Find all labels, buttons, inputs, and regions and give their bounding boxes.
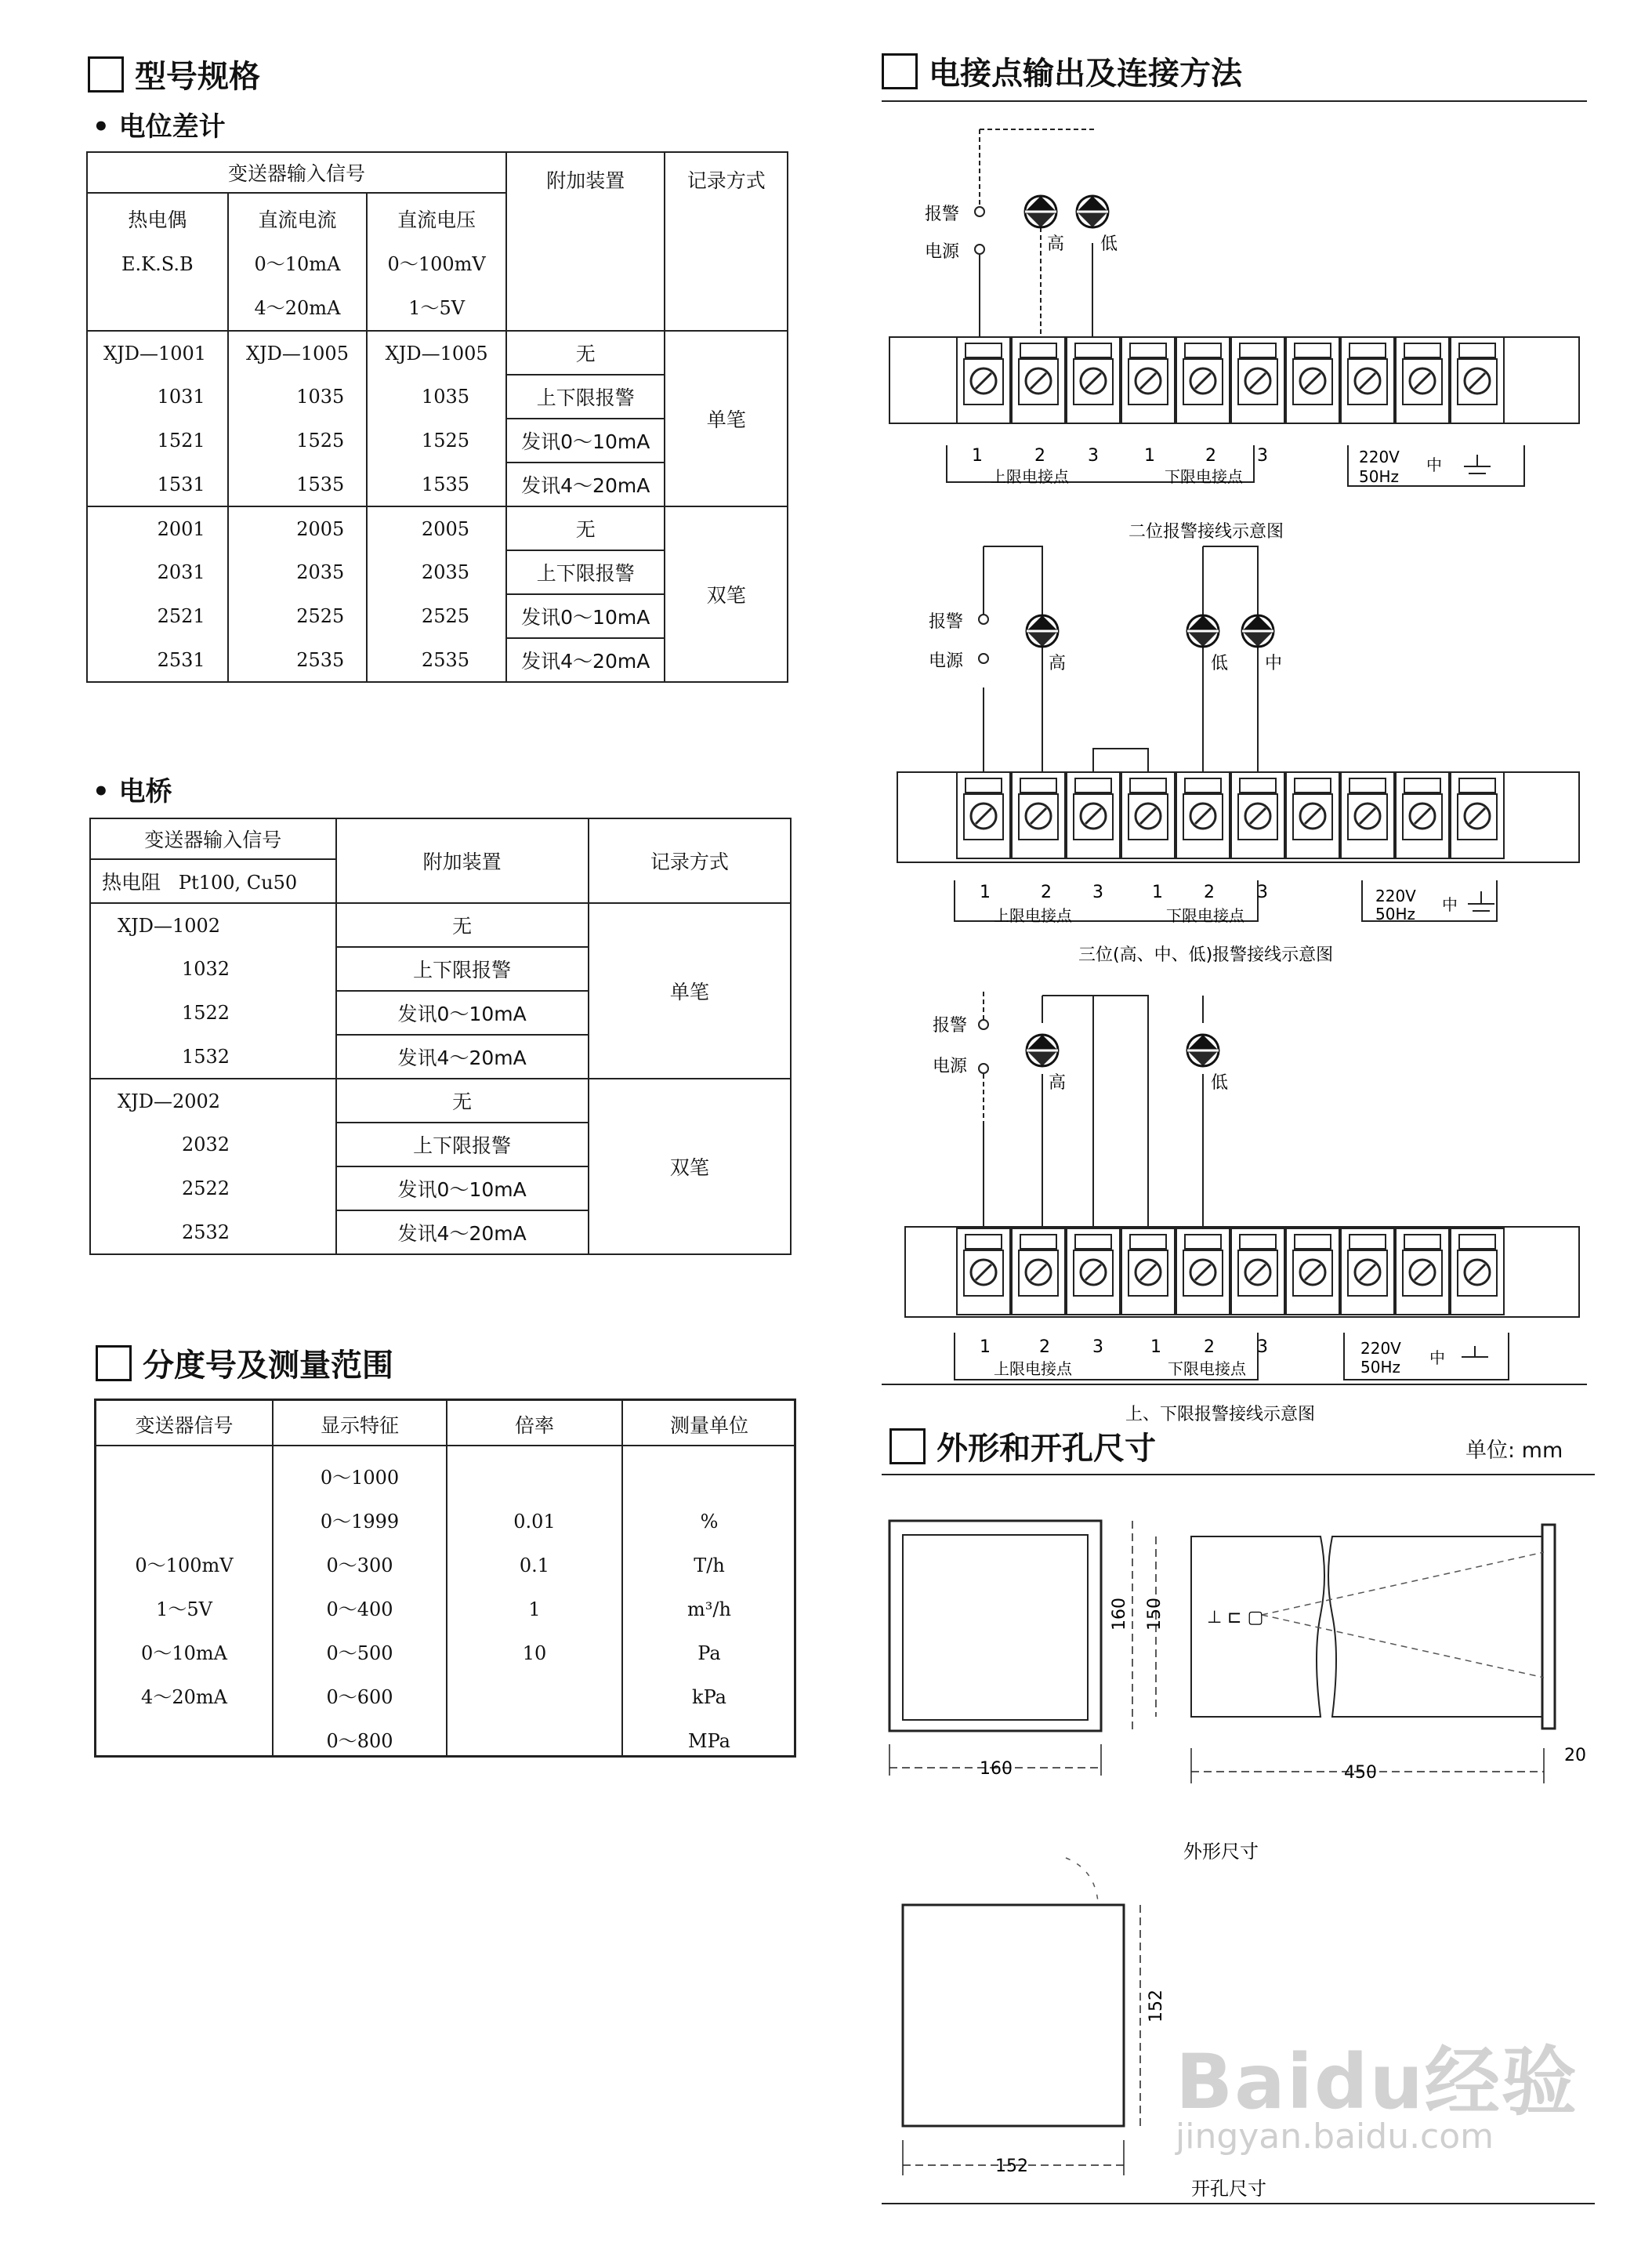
table-cell: 2032 xyxy=(90,1123,336,1166)
lamp-high-icon xyxy=(1027,615,1058,647)
thermocouple-cell: 热电偶 E.K.S.B xyxy=(87,193,228,331)
table-cell: 2532 xyxy=(90,1210,336,1254)
svg-text:1: 1 xyxy=(1152,883,1163,902)
table-cell: 1031 xyxy=(87,375,228,419)
table-cell: 发讯4～20mA xyxy=(506,463,665,506)
svg-text:3: 3 xyxy=(1257,1337,1268,1357)
front-view xyxy=(889,1521,1101,1779)
list-item: 0.01 xyxy=(513,1511,556,1533)
list-item: 0～800 xyxy=(326,1730,393,1752)
section-checkbox-icon xyxy=(88,56,124,93)
range-table xyxy=(94,1399,796,1758)
svg-text:2: 2 xyxy=(1041,883,1052,902)
cutout-caption: 开孔尺寸 xyxy=(1191,2178,1266,2200)
list-item: 1～5V xyxy=(156,1598,212,1620)
dc-voltage-cell: 直流电压 0～100mV 1～5V xyxy=(367,193,506,331)
outline-caption: 外形尺寸 xyxy=(1183,1841,1259,1863)
table-cell: 1521 xyxy=(87,419,228,463)
header-accessory: 附加装置 xyxy=(506,152,665,331)
svg-text:3: 3 xyxy=(1257,883,1268,902)
svg-text:低: 低 xyxy=(1211,654,1229,673)
svg-text:1: 1 xyxy=(980,1337,991,1357)
watermark-url: jingyan.baidu.com xyxy=(1176,2117,1494,2157)
table-cell: 1535 xyxy=(367,463,506,506)
record-mode-dual: 双笔 xyxy=(665,506,788,682)
svg-text:2: 2 xyxy=(1039,1337,1050,1357)
table-cell: 2535 xyxy=(228,638,368,682)
divider xyxy=(882,2203,1595,2204)
two-level-diagram xyxy=(889,129,1579,542)
dim-width-160: 160 xyxy=(980,1759,1013,1779)
svg-text:电源: 电源 xyxy=(929,651,964,671)
svg-text:220V: 220V xyxy=(1359,448,1400,466)
svg-text:上限电接点: 上限电接点 xyxy=(991,467,1069,486)
side-view xyxy=(1110,1521,1586,1863)
table-cell: 发讯4～20mA xyxy=(336,1035,589,1079)
table-cell: 1535 xyxy=(228,463,368,506)
list-item: 0～1000 xyxy=(320,1467,400,1489)
table-cell: XJD—1005 xyxy=(228,331,368,375)
table-cell: XJD—1001 xyxy=(87,331,228,375)
header-accessory: 附加装置 xyxy=(336,818,589,903)
svg-text:1: 1 xyxy=(1144,446,1155,466)
svg-text:50Hz: 50Hz xyxy=(1360,1358,1400,1377)
table-cell: 上下限报警 xyxy=(336,947,589,991)
table-cell: 2005 xyxy=(228,506,368,550)
table-cell: 1035 xyxy=(228,375,368,419)
section-checkbox-icon xyxy=(889,1428,926,1464)
svg-text:3: 3 xyxy=(1257,446,1268,466)
table-cell: 1035 xyxy=(367,375,506,419)
table-cell: 2521 xyxy=(87,594,228,638)
svg-text:中: 中 xyxy=(1442,895,1458,914)
svg-text:中: 中 xyxy=(1429,1348,1445,1367)
svg-text:上限电接点: 上限电接点 xyxy=(994,1359,1072,1378)
table-cell: 无 xyxy=(336,903,589,947)
svg-text:高: 高 xyxy=(1049,1073,1067,1093)
unit-label: 单位: mm xyxy=(1465,1438,1563,1463)
svg-text:3: 3 xyxy=(1088,446,1099,466)
table-cell: 1531 xyxy=(87,463,228,506)
range-section-title: 分度号及测量范围 xyxy=(96,1340,393,1385)
list-item: Pa xyxy=(697,1642,721,1664)
terminal-strip-2 xyxy=(957,772,1504,858)
low-label: 低 xyxy=(1100,234,1118,254)
table-cell: 1525 xyxy=(228,419,368,463)
table-cell: 无 xyxy=(506,331,665,375)
bridge-heading: • 电桥 xyxy=(92,776,172,807)
list-item: 0～400 xyxy=(326,1598,393,1620)
table-cell: 2531 xyxy=(87,638,228,682)
table-cell: 2535 xyxy=(367,638,506,682)
header-input-signal: 变送器输入信号 xyxy=(90,818,336,859)
table-cell: 发讯4～20mA xyxy=(336,1210,589,1254)
svg-text:50Hz: 50Hz xyxy=(1375,905,1415,923)
table-cell: 2525 xyxy=(228,594,368,638)
table-cell: 发讯0～10mA xyxy=(506,419,665,463)
svg-text:下限电接点: 下限电接点 xyxy=(1166,906,1244,925)
record-mode-single: 单笔 xyxy=(589,903,791,1079)
table-cell: 无 xyxy=(336,1079,589,1123)
header-display: 显示特征 xyxy=(320,1414,399,1437)
model-spec-title: 型号规格 xyxy=(88,52,260,96)
three-level-caption: 三位(高、中、低)报警接线示意图 xyxy=(1078,945,1334,965)
list-item: m³/h xyxy=(687,1598,731,1620)
svg-text:高: 高 xyxy=(1049,654,1067,673)
lamp-mid-icon xyxy=(1242,615,1273,647)
svg-text:1: 1 xyxy=(1150,1337,1161,1357)
power-label: 电源 xyxy=(925,242,960,262)
table-cell: 无 xyxy=(506,506,665,550)
lamp-low-icon xyxy=(1187,1035,1219,1066)
connector-icon: ⊥ ⊏ ▢ xyxy=(1207,1608,1264,1627)
svg-text:上限电接点: 上限电接点 xyxy=(994,906,1072,925)
display-list xyxy=(274,1456,446,1763)
divider xyxy=(882,1474,1595,1475)
table-cell: XJD—1002 xyxy=(90,903,336,947)
dim-cutout-152w: 152 xyxy=(995,2157,1028,2176)
svg-text:220V: 220V xyxy=(1360,1339,1401,1358)
section-checkbox-icon xyxy=(882,53,918,89)
upper-lower-caption: 上、下限报警接线示意图 xyxy=(1125,1405,1316,1424)
lamp-high-icon xyxy=(1027,1035,1058,1066)
lamp-high-icon xyxy=(1025,196,1056,227)
svg-text:2: 2 xyxy=(1204,883,1215,902)
svg-text:报警: 报警 xyxy=(933,1016,968,1036)
list-item: 0～500 xyxy=(326,1642,393,1664)
table-cell: 1522 xyxy=(90,991,336,1035)
table-cell: 1532 xyxy=(90,1035,336,1079)
table-cell: 发讯0～10mA xyxy=(336,991,589,1035)
list-item: 0～10mA xyxy=(141,1642,227,1664)
list-item: 1 xyxy=(528,1598,541,1620)
wiring-diagrams xyxy=(893,110,1599,1424)
list-item: 4～20mA xyxy=(141,1686,227,1708)
dim-height-160: 160 xyxy=(1110,1598,1129,1631)
lamp-low-icon xyxy=(1077,196,1108,227)
three-level-diagram xyxy=(897,546,1579,965)
list-item: 0～100mV xyxy=(135,1555,234,1576)
table-cell: 上下限报警 xyxy=(506,375,665,419)
record-mode-dual: 双笔 xyxy=(589,1079,791,1254)
table-cell: 2001 xyxy=(87,506,228,550)
header-record-mode: 记录方式 xyxy=(589,818,791,903)
table-cell: 2035 xyxy=(367,550,506,594)
high-label: 高 xyxy=(1047,234,1065,254)
header-signal: 变送器信号 xyxy=(135,1414,234,1437)
lamp-low-icon xyxy=(1187,615,1219,647)
dc-current-cell: 直流电流 0～10mA 4～20mA xyxy=(228,193,368,331)
table-cell: 2005 xyxy=(367,506,506,550)
table-cell: XJD—2002 xyxy=(90,1079,336,1123)
divider xyxy=(882,1384,1587,1385)
table-cell: 1032 xyxy=(90,947,336,991)
potentiometer-table xyxy=(86,151,788,683)
list-item: kPa xyxy=(692,1686,726,1708)
table-cell: 上下限报警 xyxy=(336,1123,589,1166)
two-level-caption: 二位报警接线示意图 xyxy=(1129,522,1284,542)
svg-text:中: 中 xyxy=(1426,455,1442,474)
dim-cutout-152h: 152 xyxy=(1147,1990,1166,2023)
svg-text:50Hz: 50Hz xyxy=(1359,467,1399,486)
svg-text:1: 1 xyxy=(980,883,991,902)
table-cell: 发讯0～10mA xyxy=(506,594,665,638)
list-item: 0～300 xyxy=(326,1555,393,1576)
list-item: 0～1999 xyxy=(320,1511,400,1533)
dim-depth-20: 20 xyxy=(1564,1746,1586,1765)
svg-text:低: 低 xyxy=(1211,1073,1229,1093)
divider xyxy=(882,100,1587,102)
header-ratio: 倍率 xyxy=(514,1414,554,1437)
svg-text:2: 2 xyxy=(1205,446,1216,466)
dim-length-450: 450 xyxy=(1344,1763,1377,1783)
section-checkbox-icon xyxy=(96,1345,132,1381)
svg-text:2: 2 xyxy=(1204,1337,1215,1357)
list-item: 0～600 xyxy=(326,1686,393,1708)
svg-text:报警: 报警 xyxy=(929,612,964,632)
header-record-mode: 记录方式 xyxy=(665,152,788,331)
svg-text:下限电接点: 下限电接点 xyxy=(1165,467,1243,486)
table-cell: 2031 xyxy=(87,550,228,594)
svg-text:3: 3 xyxy=(1092,1337,1103,1357)
table-cell: 发讯0～10mA xyxy=(336,1166,589,1210)
list-item: T/h xyxy=(694,1555,725,1576)
list-item: % xyxy=(700,1511,719,1533)
list-item: 10 xyxy=(522,1642,547,1664)
header-input-signal: 变送器输入信号 xyxy=(87,152,506,193)
table-cell: XJD—1005 xyxy=(367,331,506,375)
signal-list xyxy=(96,1544,272,1719)
alarm-label: 报警 xyxy=(925,205,960,224)
header-unit: 测量单位 xyxy=(669,1414,748,1437)
contact-section-title: 电接点输出及连接方法 xyxy=(882,49,1242,93)
svg-text:2: 2 xyxy=(1034,446,1045,466)
list-item: MPa xyxy=(688,1730,730,1752)
terminal-strip-3 xyxy=(957,1228,1504,1315)
table-cell: 1525 xyxy=(367,419,506,463)
terminal-strip-1 xyxy=(957,337,1504,423)
table-cell: 2522 xyxy=(90,1166,336,1210)
dim-height-150: 150 xyxy=(1145,1598,1165,1631)
dimension-section-title: 外形和开孔尺寸 xyxy=(889,1424,1156,1468)
svg-text:1: 1 xyxy=(972,446,983,466)
watermark-logo: Baidu经验 xyxy=(1176,2038,1578,2126)
table-cell: 上下限报警 xyxy=(506,550,665,594)
record-mode-single: 单笔 xyxy=(665,331,788,506)
svg-text:下限电接点: 下限电接点 xyxy=(1168,1359,1246,1378)
table-cell: 2525 xyxy=(367,594,506,638)
rtd-cell: 热电阻 Pt100, Cu50 xyxy=(90,859,336,903)
svg-text:电源: 电源 xyxy=(933,1057,968,1076)
svg-text:220V: 220V xyxy=(1375,887,1416,905)
table-cell: 2035 xyxy=(228,550,368,594)
svg-text:中: 中 xyxy=(1265,654,1283,673)
ratio-list xyxy=(447,1500,621,1675)
table-cell: 发讯4～20mA xyxy=(506,638,665,682)
potentiometer-heading: • 电位差计 xyxy=(92,111,226,143)
svg-text:3: 3 xyxy=(1092,883,1103,902)
unit-list xyxy=(623,1500,795,1763)
bridge-table xyxy=(89,818,792,1255)
upper-lower-diagram xyxy=(905,992,1579,1424)
list-item: 0.1 xyxy=(519,1555,550,1576)
